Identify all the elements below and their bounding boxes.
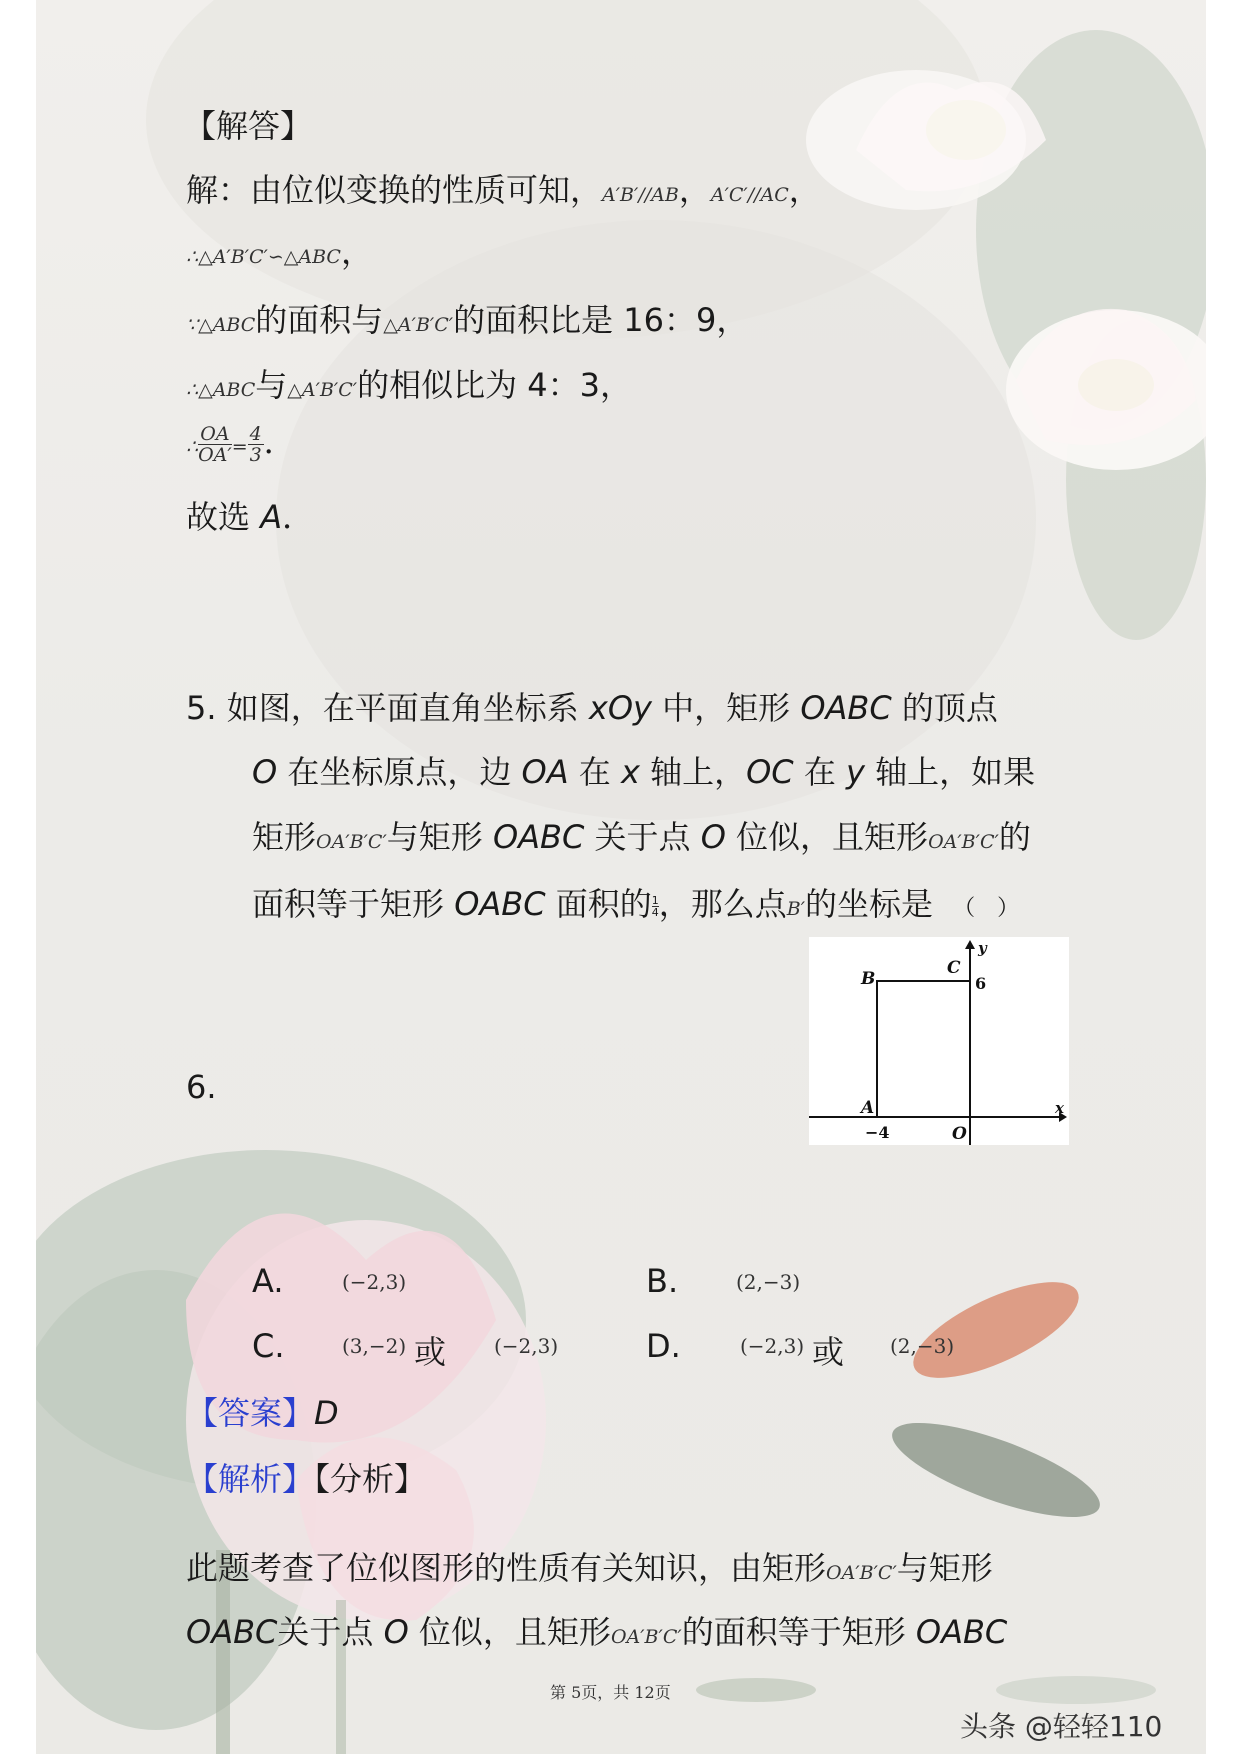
option-d-value-2: (2,−3) [890,1334,955,1358]
line-end: ． [263,423,296,461]
conclusion-text: 故选 [186,498,261,536]
option-a-letter: A. [252,1262,284,1300]
option-c-or: 或 [414,1333,447,1371]
denominator: 4 [651,905,659,919]
math-triangle-abc: ∵△ABC [186,314,256,336]
rectangle-diagram [809,937,1069,1145]
conclusion-answer: A [260,498,283,536]
solution-line-5 [186,422,296,467]
question-6-number: 6. [186,1068,217,1106]
solution-line-1-text: 解：由位似变换的性质可知， [186,171,603,209]
math-triangle-abc-prime: △A′B′C′ [287,379,358,401]
analysis-paragraph-line-1 [186,1548,993,1593]
math-similar-triangles: ∴△A′B′C′∽△ABC [186,246,341,268]
text: 在 [568,753,621,791]
text: 中，矩形 [651,689,801,727]
fraction-oa [198,424,232,465]
text: 位似，且矩形 [408,1613,611,1651]
line-end: ， [340,233,373,271]
solution-conclusion [186,497,314,537]
text: 的面积等于矩形 [681,1613,916,1651]
math-var: y [846,753,865,791]
equals-sign: = [231,436,248,458]
math-var: OABC [800,689,892,727]
math-var: OABC [492,818,585,856]
answer-value: D [314,1394,339,1432]
option-b-value: (2,−3) [736,1270,801,1294]
solution-heading: 【解答】 [184,107,313,145]
text: 的坐标是 [805,885,934,923]
question-5-line-4 [252,884,1019,929]
label-x: x [1055,1099,1064,1117]
text: 面积等于矩形 [252,885,455,923]
math-var: OABC [915,1613,1008,1651]
label-six: 6 [975,974,987,993]
denominator: OA′ [198,443,232,466]
separator: ， [678,171,711,209]
text: 的顶点 [891,689,998,727]
math-parallel-ac: A′C′//AC [710,184,789,206]
therefore-symbol: ∴ [186,436,199,458]
analysis-heading [186,1459,426,1499]
text: 与矩形 [386,818,493,856]
option-a-value: (−2,3) [342,1270,407,1294]
text: 的相似比为 4：3， [357,366,632,404]
math-rect-prime: OA′B′C′ [928,831,999,853]
text: 与矩形 [896,1549,993,1587]
question-5-line-1 [186,688,998,728]
line-end: ． [282,498,315,536]
question-number: 5. [186,689,217,727]
analysis-sub-label: 【分析】 [314,1460,427,1498]
text: 如图，在平面直角坐标系 [226,689,589,727]
math-rect-prime: OA′B′C′ [826,1562,897,1584]
option-d-value: (−2,3) [740,1334,805,1358]
text: ，那么点 [658,885,787,923]
math-var: O [383,1613,409,1651]
math-var: O [700,818,726,856]
document-page [36,0,1206,1754]
watermark: 头条 @轻轻110 [960,1710,1163,1743]
math-var: xOy [588,689,652,727]
label-b: B [861,969,876,989]
math-var: OC [746,753,794,791]
question-5-line-3 [252,817,1031,862]
label-o: O [952,1124,967,1144]
text: 在坐标原点，边 [277,753,522,791]
math-parallel-ab: A′B′//AB [602,184,679,206]
analysis-paragraph-line-2 [186,1612,1007,1657]
option-b-letter: B. [646,1262,679,1300]
rectangle-oabc [877,981,970,1117]
text: 的面积与 [255,301,384,339]
numerator: OA [198,424,232,445]
option-c-value: (3,−2) [342,1334,407,1358]
numerator: 1 [651,893,659,907]
math-var: x [620,753,640,791]
option-d-or: 或 [812,1333,845,1371]
line-end: ， [788,171,821,209]
math-triangle-abc-prime: △A′B′C′ [383,314,454,336]
solution-line-2 [186,232,373,277]
label-y: y [978,939,987,957]
math-triangle-abc: ∴△ABC [186,379,256,401]
text: 与 [255,366,288,404]
option-c-letter: C. [252,1327,285,1365]
math-rect-prime: OA′B′C′ [316,831,387,853]
answer-label: 【答案】 [186,1394,315,1432]
text: 位似，且矩形 [725,818,929,856]
text: 面积的 [545,885,652,923]
text: 轴上， [639,753,747,791]
text: 在 [793,753,846,791]
label-c: C [947,958,961,978]
text: 轴上，如果 [864,753,1036,791]
math-point-b-prime: B′ [786,898,806,920]
text: 关于点 [584,818,701,856]
math-var: OABC [186,1613,278,1651]
y-axis-arrow [965,940,975,949]
text: 的 [998,818,1031,856]
label-a: A [861,1098,875,1118]
math-var: OABC [454,885,546,923]
text: 矩形 [252,818,317,856]
analysis-label: 【解析】 [186,1460,315,1498]
denominator: 3 [249,443,262,466]
solution-line-4 [186,365,632,410]
fraction-4-3 [248,424,264,465]
option-c-value-2: (−2,3) [494,1334,559,1358]
answer-line [186,1393,339,1433]
math-rect-prime: OA′B′C′ [610,1626,682,1648]
text: 此题考查了位似图形的性质有关知识，由矩形 [186,1549,827,1587]
page-footer: 第 5页，共 12页 [550,1683,671,1702]
math-var: OA [521,753,569,791]
math-var: O [252,753,278,791]
question-5-line-2 [252,752,1035,792]
answer-blank: （ ） [953,896,1020,921]
fraction-one-quarter [652,895,659,918]
text: 的面积比是 16：9， [453,301,749,339]
numerator: 4 [249,422,262,445]
option-d-letter: D. [646,1327,681,1365]
solution-line-3 [186,300,748,345]
solution-line-1 [186,170,821,215]
label-neg-four: −4 [865,1123,890,1142]
coordinate-figure [809,937,1069,1145]
text: 关于点 [277,1613,384,1651]
